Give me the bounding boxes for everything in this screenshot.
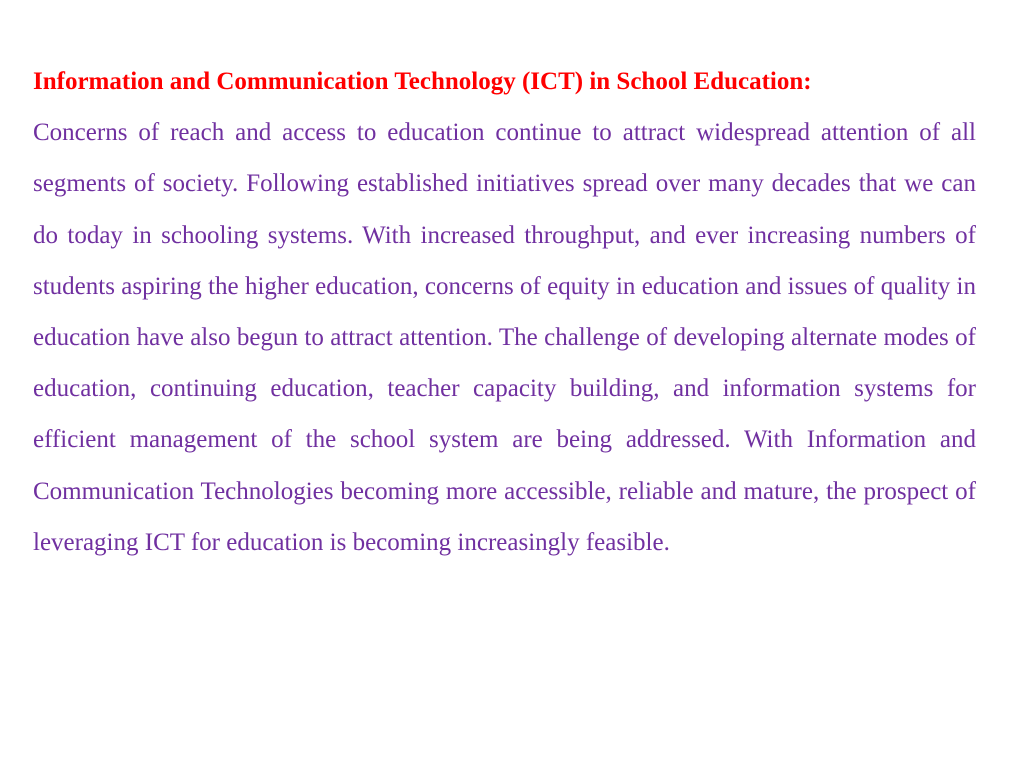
slide-heading: Information and Communication Technology (ICT) in School Education: bbox=[33, 68, 812, 95]
content-paragraph bbox=[33, 56, 976, 568]
body-text: Concerns of reach and access to education continue to attract widespread attention of all segments of society. Following established initiatives spread over many decades that we can do today in schooling systems. With increased throughput, and ever increasing numbers of students aspiring the higher education, concerns of equity in education and issues of quality in education have also begun to attract attention. The challenge of developing alternate modes of education, continuing education, teacher capacity building, and information systems for efficient management of the school system are being addressed. With Information and Communication Technologies becoming more accessible, reliable and mature, the prospect of leveraging ICT for education is becoming increasingly feasible. bbox=[33, 119, 976, 556]
